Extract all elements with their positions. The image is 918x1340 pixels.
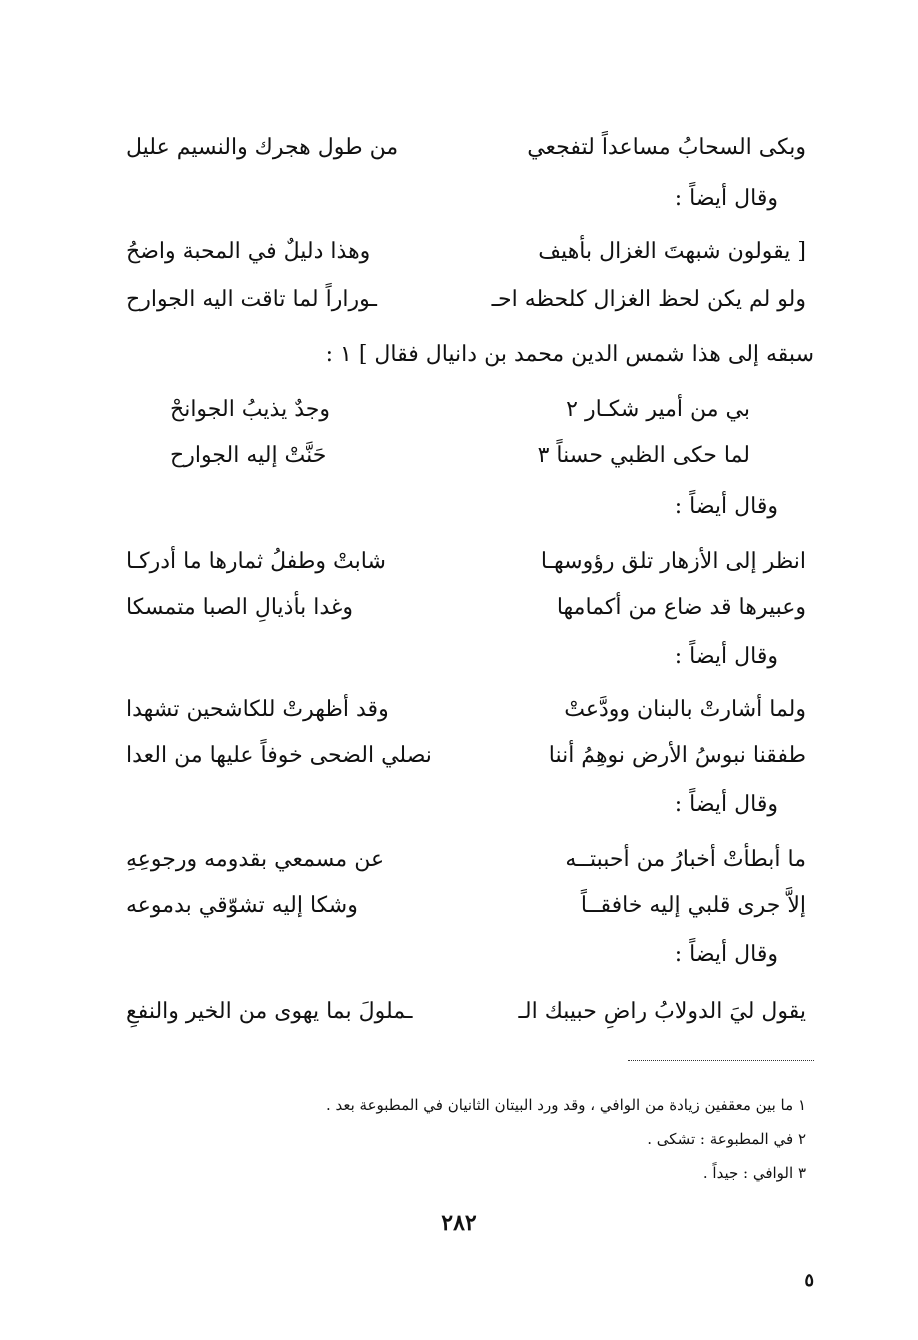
footnote-divider bbox=[628, 1060, 814, 1061]
verse-second-hemistich: عن مسمعي بقدومه ورجوعِهِ bbox=[126, 847, 385, 872]
verse-first-hemistich: ما أبطأتْ أخبارُ من أحببتــه bbox=[565, 847, 806, 872]
verse-second-hemistich: ـملولَ بما يهوى من الخير والنفعِ bbox=[126, 999, 413, 1024]
section-heading: وقال أيضاً : bbox=[674, 494, 778, 519]
verse-second-hemistich: ـوراراً لما تاقت اليه الجوارح bbox=[126, 287, 377, 312]
verse-first-hemistich: بي من أمير شكـار ٢ bbox=[566, 397, 750, 422]
verse-line bbox=[170, 440, 750, 472]
verse-second-hemistich: شابتْ وطفلُ ثمارها ما أدركـا bbox=[126, 549, 386, 574]
verse-first-hemistich: لما حكى الظبي حسناً ٣ bbox=[537, 443, 750, 468]
verse-second-hemistich: وقد أظهرتْ للكاشحين تشهدا bbox=[126, 697, 389, 722]
verse-first-hemistich: ولما أشارتْ بالبنان وودَّعتْ bbox=[564, 697, 806, 722]
footnote: ٢ في المطبوعة : تشكى . bbox=[647, 1130, 806, 1148]
verse-line bbox=[126, 236, 806, 268]
verse-second-hemistich: من طول هجرك والنسيم عليل bbox=[126, 135, 399, 160]
verse-line bbox=[126, 996, 806, 1028]
verse-second-hemistich: حَنَّتْ إليه الجوارح bbox=[170, 443, 327, 468]
section-heading: وقال أيضاً : bbox=[674, 186, 778, 211]
verse-line bbox=[126, 740, 806, 772]
verse-line bbox=[126, 890, 806, 922]
verse-first-hemistich: وبكى السحابُ مساعداً لتفجعي bbox=[527, 135, 806, 160]
verse-second-hemistich: وشكا إليه تشوّقي بدموعه bbox=[126, 893, 358, 918]
verse-line bbox=[126, 546, 806, 578]
verse-first-hemistich: يقول ليَ الدولابُ راضِ حبيبك الـ bbox=[518, 999, 806, 1024]
verse-line bbox=[126, 284, 806, 316]
verse-line bbox=[170, 394, 750, 426]
verse-first-hemistich: انظر إلى الأزهار تلق رؤوسهـا bbox=[540, 549, 806, 574]
verse-first-hemistich: ولو لم يكن لحظ الغزال كلحظه احـ bbox=[491, 287, 806, 312]
verse-second-hemistich: وغدا بأذيالِ الصبا متمسكا bbox=[126, 595, 354, 620]
section-heading: وقال أيضاً : bbox=[674, 792, 778, 817]
verse-second-hemistich: نصلي الضحى خوفاً عليها من العدا bbox=[126, 743, 432, 768]
page-number: ٢٨٢ bbox=[441, 1210, 477, 1236]
verse-second-hemistich: وجدٌ يذيبُ الجوانحْ bbox=[170, 397, 330, 422]
verse-first-hemistich: [ يقولون شبهتَ الغزال بأهيف bbox=[538, 239, 806, 264]
verse-line bbox=[126, 694, 806, 726]
section-heading: وقال أيضاً : bbox=[674, 942, 778, 967]
verse-first-hemistich: إلاَّ جرى قلبي إليه خافقــاً bbox=[580, 893, 806, 918]
verse-second-hemistich: وهذا دليلٌ في المحبة واضحُ bbox=[126, 239, 371, 264]
section-heading: وقال أيضاً : bbox=[674, 644, 778, 669]
verse-line bbox=[126, 844, 806, 876]
verse-line bbox=[126, 592, 806, 624]
footnote: ٣ الوافي : جيداً . bbox=[702, 1164, 806, 1182]
footnote: ١ ما بين معقفين زيادة من الوافي ، وقد ورد البيتان الثانيان في المطبوعة بعد . bbox=[325, 1096, 806, 1114]
signature-mark: ٥ bbox=[804, 1270, 814, 1291]
verse-line bbox=[126, 132, 806, 164]
verse-first-hemistich: طفقنا نبوسُ الأرض نوهِمُ أننا bbox=[548, 743, 806, 768]
prose-line: سبقه إلى هذا شمس الدين محمد بن دانيال فقال ] ١ : bbox=[325, 342, 814, 367]
verse-first-hemistich: وعبيرها قد ضاع من أكمامها bbox=[556, 595, 806, 620]
